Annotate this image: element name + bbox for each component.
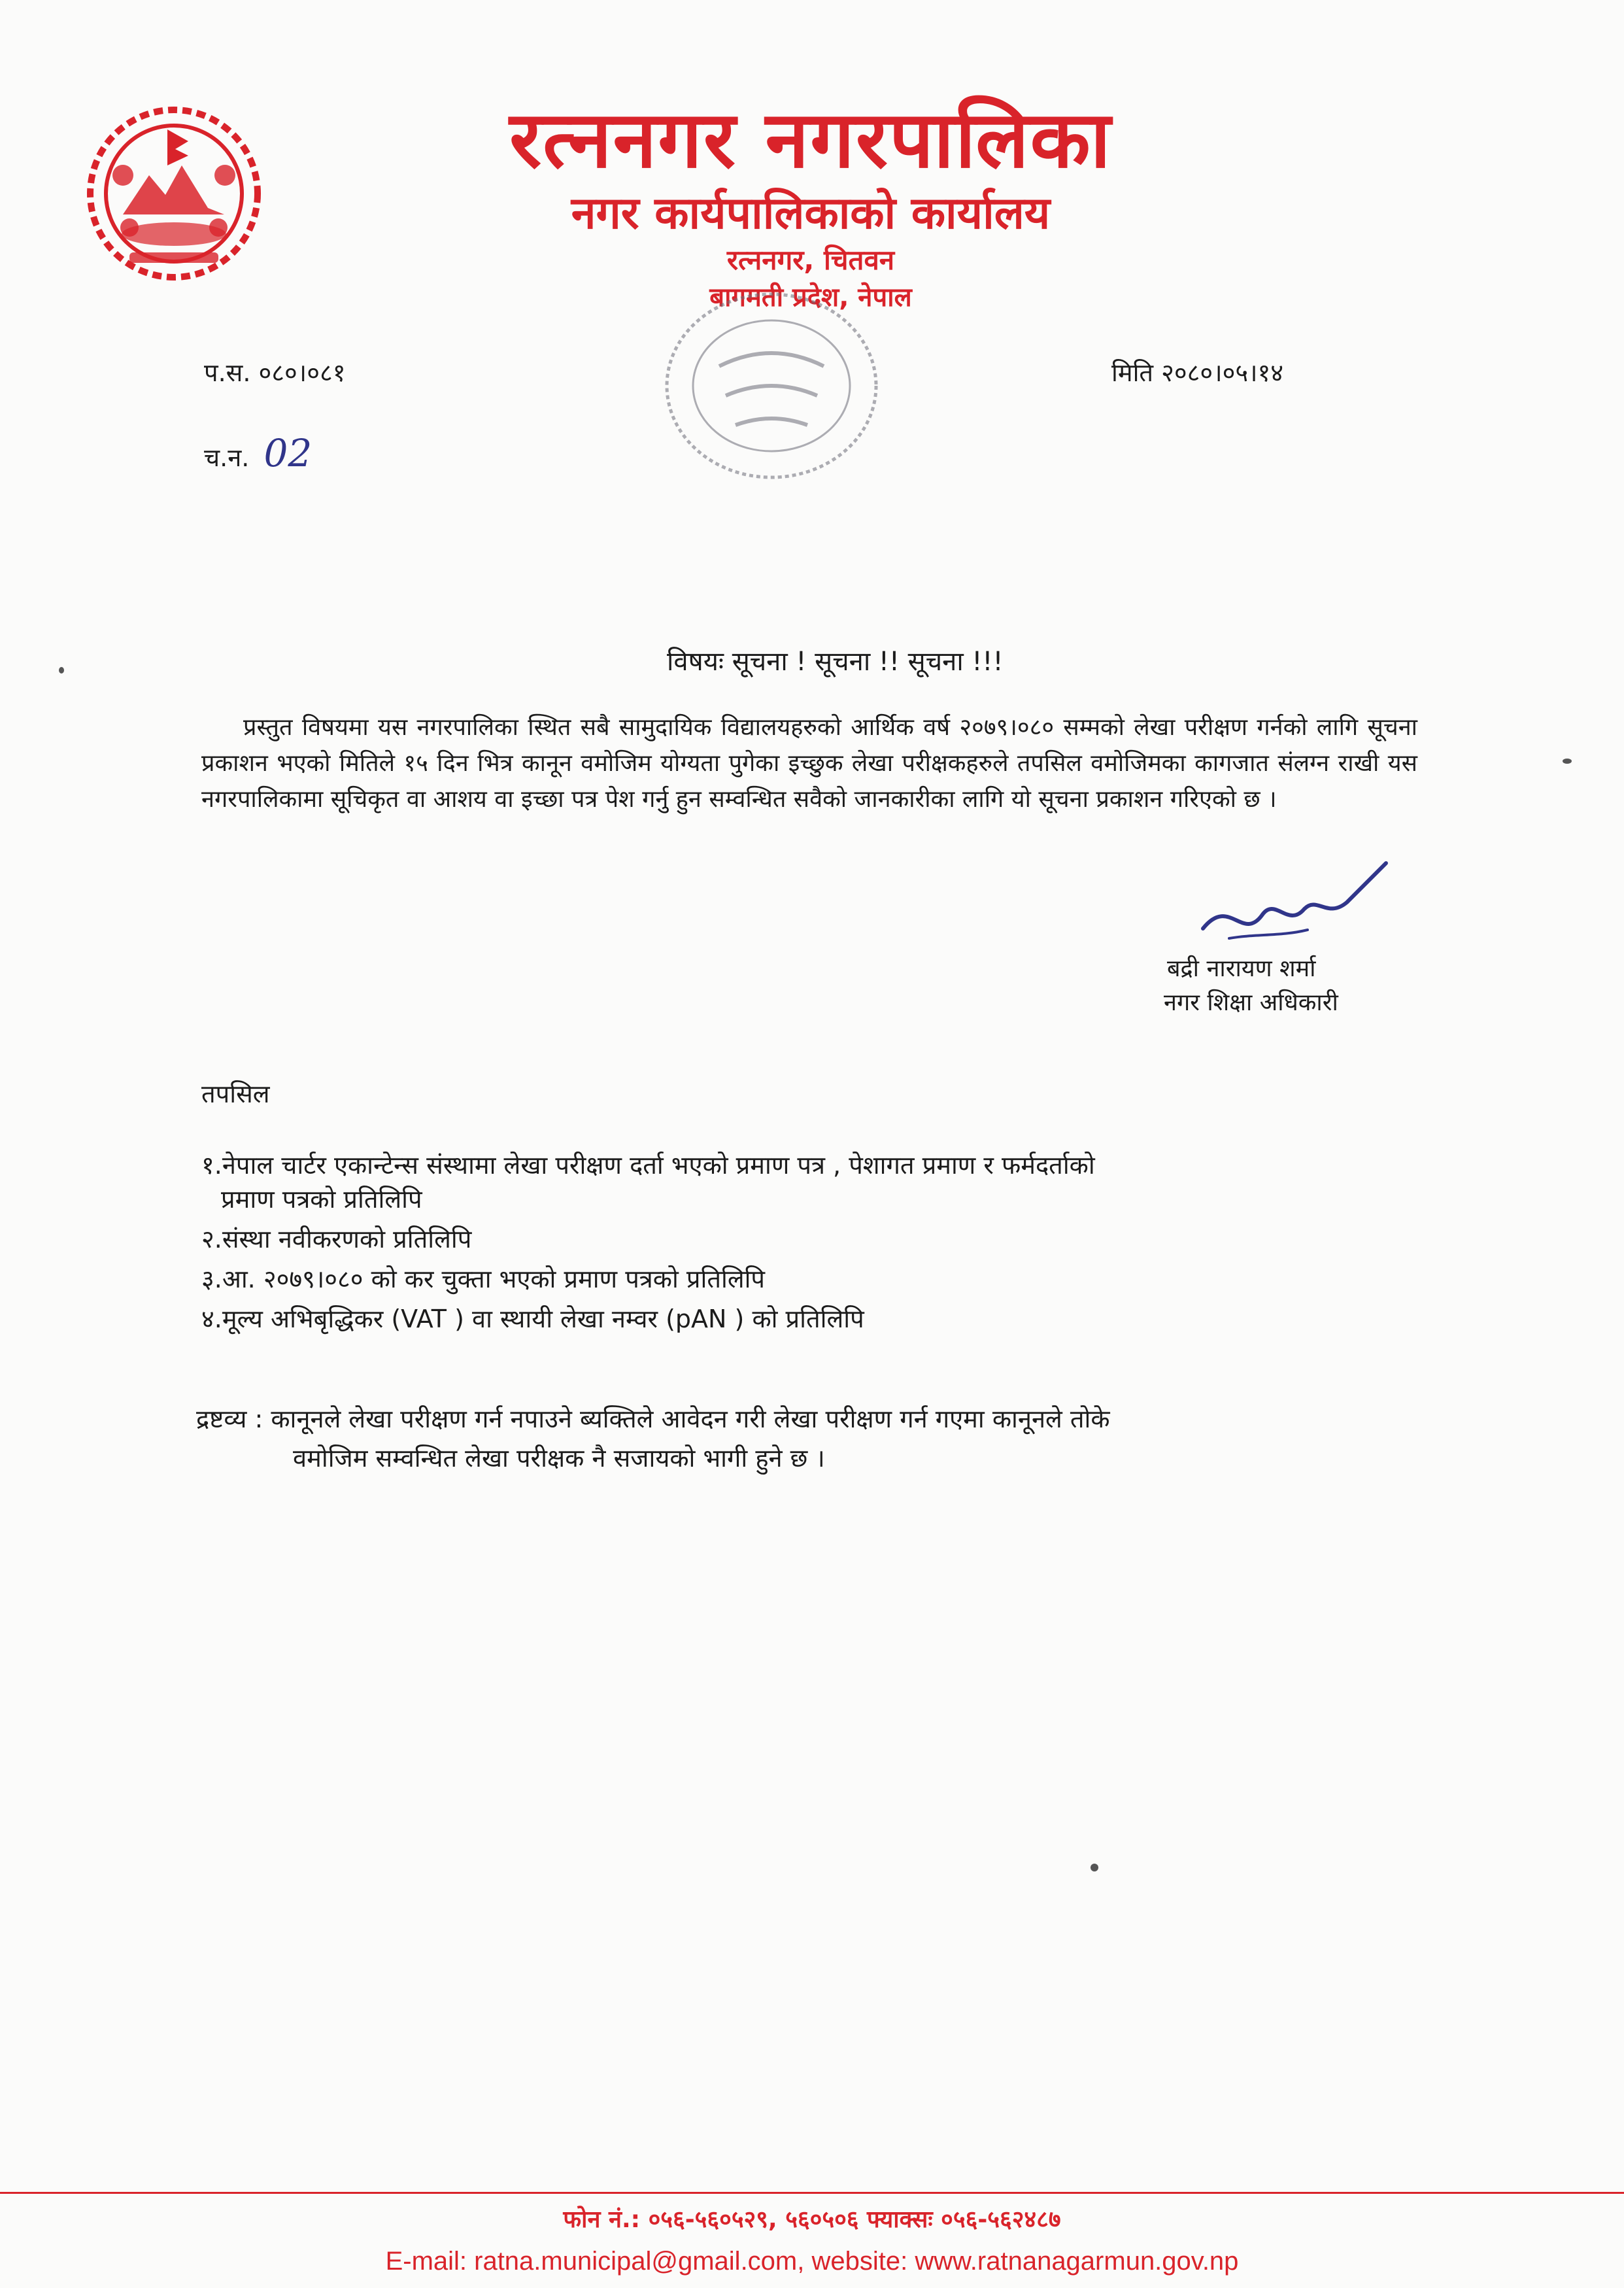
scan-speck bbox=[1091, 1864, 1098, 1871]
dispatch-label: च.न. bbox=[204, 443, 250, 472]
dispatch-value: 02 bbox=[263, 431, 313, 475]
document-requirements-list bbox=[201, 1148, 1444, 1342]
list-heading: तपसिल bbox=[201, 1080, 270, 1108]
list-item-text: २.संस्था नवीकरणको प्रतिलिपि bbox=[201, 1225, 472, 1254]
signatory-name: बद्री नारायण शर्मा bbox=[1167, 955, 1316, 982]
list-item bbox=[201, 1148, 1444, 1216]
list-item bbox=[201, 1262, 1444, 1296]
scan-speck bbox=[1563, 759, 1572, 764]
footer-divider bbox=[0, 2192, 1624, 2194]
letterhead-address-line1: रत्ननगर, चितवन bbox=[726, 244, 895, 276]
subject-line: विषयः सूचना ! सूचना !! सूचना !!! bbox=[667, 647, 1004, 677]
note-line2: वमोजिम सम्वन्धित लेखा परीक्षक नै सजायको भागी हुने छ । bbox=[293, 1444, 825, 1473]
handwritten-signature-icon bbox=[1190, 857, 1399, 955]
list-item-text: ३.आ. २०७९।०८० को कर चुक्ता भएको प्रमाण पत्रको प्रतिलिपि bbox=[201, 1265, 766, 1293]
letterhead-subtitle: नगर कार्यपालिकाको कार्यालय bbox=[571, 188, 1051, 239]
dispatch-number bbox=[204, 431, 313, 475]
list-item bbox=[201, 1222, 1444, 1256]
list-item-continuation: प्रमाण पत्रको प्रतिलिपि bbox=[221, 1185, 422, 1214]
note-line1: द्रष्टव्य : कानूनले लेखा परीक्षण गर्न नपाउने ब्यक्तिले आवेदन गरी लेखा परीक्षण गर्न गएमा कानूनले तोके bbox=[196, 1405, 1110, 1433]
list-item-text: ४.मूल्य अभिबृद्धिकर (VAT ) वा स्थायी लेखा नम्वर (pAN ) को प्रतिलिपि bbox=[201, 1305, 864, 1333]
letterhead-address-line2: बागमती प्रदेश, नेपाल bbox=[709, 282, 912, 313]
reference-number: प.स. ०८०।०८१ bbox=[204, 358, 346, 387]
signatory-title: नगर शिक्षा अधिकारी bbox=[1164, 989, 1338, 1016]
letterhead-title: रत्ननगर नगरपालिका bbox=[509, 95, 1112, 186]
notice-body: प्रस्तुत विषयमा यस नगरपालिका स्थित सबै सामुदायिक विद्यालयहरुको आर्थिक वर्ष २०७९।०८० सम्मको लेखा परीक्षण गर्नको लागि सूचना प्रकाशन भएको मितिले १५ दिन भित्र कानून वमोजिम योग्यता पुगेका इच्छुक लेखा परीक्षकहरुले तपसिल वमोजिमका कागजात संलग्न राखी यस नगरपालिकामा सूचिकृत वा आशय वा इच्छा पत्र पेश गर्नु हुन सम्वन्धित सवैको जानकारीका लागि यो सूचना प्रकाशन गरिएको छ । bbox=[201, 714, 1417, 813]
office-seal-stamp-icon bbox=[621, 268, 922, 504]
list-item bbox=[201, 1302, 1444, 1336]
scan-speck bbox=[59, 667, 64, 674]
footer-phone: फोन नं.: ०५६-५६०५२९, ५६०५०६ फ्याक्सः ०५६-५६२४८७ bbox=[563, 2206, 1061, 2233]
note-paragraph bbox=[196, 1399, 1425, 1478]
letter-date: मिति २०८०।०५।१४ bbox=[1111, 358, 1284, 387]
list-item-text: १.नेपाल चार्टर एकान्टेन्स संस्थामा लेखा परीक्षण दर्ता भएको प्रमाण पत्र , पेशागत प्रमाण र फर्मदर्ताको bbox=[201, 1151, 1095, 1180]
nepal-government-emblem-icon bbox=[84, 103, 264, 284]
footer-contact: E-mail: ratna.municipal@gmail.com, website: www.ratnanagarmun.gov.np bbox=[385, 2247, 1239, 2276]
